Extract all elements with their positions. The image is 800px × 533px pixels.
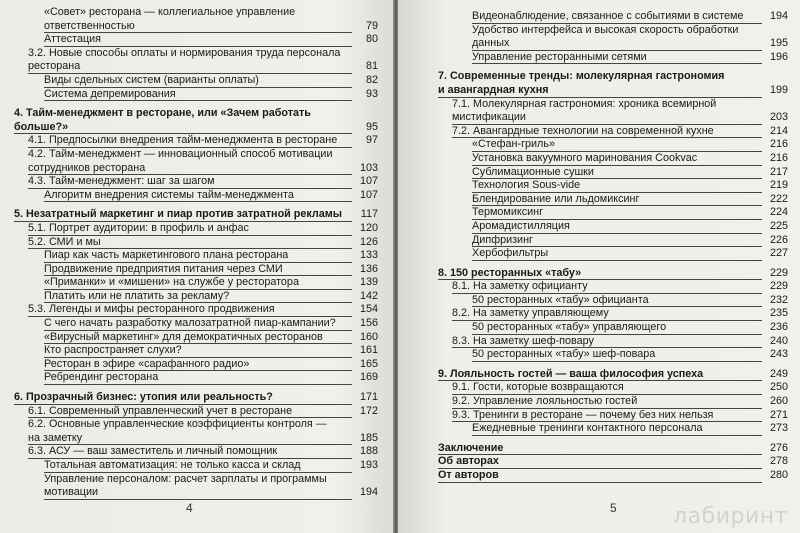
toc-entry-page: 280 bbox=[769, 469, 788, 481]
toc-entry[interactable] bbox=[14, 317, 378, 331]
toc-entry[interactable] bbox=[438, 220, 788, 234]
toc-entry-title: 8. 150 ресторанных «табу» bbox=[438, 266, 582, 279]
toc-entry-title: 5. Незатратный маркетинг и пиар против затратной рекламы bbox=[14, 208, 343, 221]
toc-entry-page: 194 bbox=[359, 486, 378, 499]
toc-entry-title: Управление персоналом: расчет зарплаты и программы bbox=[44, 472, 327, 485]
toc-entry-title: 50 ресторанных «табу» официанта bbox=[472, 293, 649, 306]
toc-entry-title: Пиар как часть маркетингового плана ресторана bbox=[44, 249, 289, 262]
toc-entry-title: 9.3. Тренинги в ресторане — почему без них нельзя bbox=[452, 408, 714, 421]
toc-entry-page: 276 bbox=[769, 441, 788, 454]
toc-entry-title: «Стефан-гриль» bbox=[472, 138, 555, 151]
toc-entry[interactable] bbox=[438, 125, 788, 139]
toc-entry-title: Ежедневные тренинги контактного персонала bbox=[472, 422, 703, 435]
toc-entry-page: 136 bbox=[359, 262, 378, 275]
toc-entry-page: 226 bbox=[769, 233, 788, 246]
toc-entry-page: 216 bbox=[769, 151, 788, 164]
toc-entry[interactable] bbox=[14, 486, 378, 500]
toc-entry-page: 126 bbox=[359, 235, 378, 248]
toc-entry-page: 107 bbox=[359, 175, 378, 188]
toc-entry-page: 229 bbox=[769, 266, 788, 279]
toc-entry-page: 194 bbox=[769, 10, 788, 22]
toc-entry[interactable] bbox=[14, 162, 378, 176]
toc-entry-page: 217 bbox=[769, 165, 788, 178]
toc-entry[interactable] bbox=[438, 234, 788, 248]
toc-entry-title: 4. Тайм-менеджмент в ресторане, или «Зачем работать больше?» bbox=[14, 107, 311, 133]
toc-entry-page: 79 bbox=[365, 19, 378, 32]
toc-entry[interactable] bbox=[438, 24, 788, 51]
toc-entry-title: 4.2. Тайм-менеджмент — инновационный способ мотивации bbox=[28, 147, 333, 160]
toc-entry[interactable] bbox=[438, 111, 788, 125]
toc-entry[interactable] bbox=[438, 335, 788, 349]
watermark-logo bbox=[673, 504, 788, 529]
toc-entry-page: 214 bbox=[769, 124, 788, 137]
toc-entry-page: 165 bbox=[359, 357, 378, 370]
toc-entry-title: 3.2. Новые способы оплаты и нормирования труда персонала bbox=[28, 46, 341, 59]
toc-entry-title: Термомиксинг bbox=[472, 206, 544, 219]
toc-entry-title: Алгоритм внедрения системы тайм-менеджмента bbox=[44, 188, 294, 201]
toc-entry-page: 82 bbox=[365, 73, 378, 86]
toc-entry[interactable] bbox=[14, 134, 378, 148]
toc-entry-title: 5.2. СМИ и мы bbox=[28, 235, 101, 248]
toc-entry-page: 227 bbox=[769, 247, 788, 260]
toc-entry-page: 185 bbox=[359, 431, 378, 444]
toc-entry[interactable] bbox=[14, 344, 378, 358]
toc-entry-title: Управление ресторанными сетями bbox=[472, 50, 647, 63]
toc-entry-page: 236 bbox=[769, 321, 788, 334]
toc-entry-title: 5.1. Портрет аудитории: в профиль и анфас bbox=[28, 221, 249, 234]
toc-entry-page: 240 bbox=[769, 334, 788, 347]
toc-entry-title: и авангардная кухня bbox=[438, 83, 549, 96]
toc-entry-page: 117 bbox=[360, 208, 378, 221]
toc-entry-title: 7.2. Авангардные технологии на современной кухне bbox=[452, 124, 714, 137]
toc-entry[interactable] bbox=[14, 249, 378, 263]
toc-entry[interactable] bbox=[14, 148, 378, 162]
toc-entry-title: 6.2. Основные управленческие коэффициенты контроля — bbox=[28, 418, 327, 431]
toc-right bbox=[438, 10, 788, 483]
toc-entry-title: 4.3. Тайм-менеджмент: шаг за шагом bbox=[28, 175, 215, 188]
toc-entry-title: сотрудников ресторана bbox=[28, 161, 146, 174]
toc-entry[interactable] bbox=[14, 20, 378, 34]
toc-entry[interactable] bbox=[438, 455, 788, 469]
toc-entry-title: Об авторах bbox=[438, 455, 499, 468]
toc-entry[interactable] bbox=[14, 175, 378, 189]
left-page bbox=[0, 0, 394, 533]
toc-entry[interactable] bbox=[14, 290, 378, 304]
toc-entry-page: 156 bbox=[359, 317, 378, 330]
toc-entry-title: Аромадистилляция bbox=[472, 219, 570, 232]
page-number-right: 5 bbox=[610, 501, 617, 515]
toc-entry[interactable] bbox=[438, 10, 788, 24]
toc-entry[interactable] bbox=[438, 138, 788, 152]
toc-entry[interactable] bbox=[14, 391, 378, 405]
toc-entry-page: 160 bbox=[359, 330, 378, 343]
toc-entry-page: 139 bbox=[359, 276, 378, 289]
toc-entry[interactable] bbox=[438, 152, 788, 166]
toc-entry-page: 161 bbox=[359, 344, 378, 357]
toc-entry-title: С чего начать разработку малозатратной пиар-кампании? bbox=[44, 317, 336, 330]
toc-entry[interactable] bbox=[438, 70, 788, 84]
toc-entry-page: 120 bbox=[359, 221, 378, 234]
toc-entry-title: 9.2. Управление лояльностью гостей bbox=[452, 395, 638, 408]
toc-entry-title: 4.1. Предпосылки внедрения тайм-менеджмента в ресторане bbox=[28, 134, 338, 147]
toc-entry-title: От авторов bbox=[438, 469, 499, 481]
toc-entry[interactable] bbox=[438, 442, 788, 456]
toc-entry-title: 8.2. На заметку управляющему bbox=[452, 307, 609, 320]
toc-entry-title: ответственностью bbox=[44, 19, 135, 32]
toc-entry[interactable] bbox=[14, 331, 378, 345]
toc-entry-title: Ресторан в эфире «сарафанного радио» bbox=[44, 357, 250, 370]
toc-entry-title: 50 ресторанных «табу» шеф-повара bbox=[472, 348, 656, 361]
toc-entry-title: Аттестация bbox=[44, 33, 102, 46]
toc-entry-title: ресторана bbox=[28, 60, 81, 73]
toc-entry[interactable] bbox=[14, 371, 378, 385]
toc-entry-page: 93 bbox=[365, 87, 378, 100]
toc-entry-page: 80 bbox=[365, 33, 378, 46]
toc-entry[interactable] bbox=[438, 166, 788, 180]
toc-entry-page: 219 bbox=[769, 179, 788, 192]
toc-entry-title: 8.1. На заметку официанту bbox=[452, 280, 588, 293]
toc-entry[interactable] bbox=[14, 445, 378, 459]
toc-entry-page: 142 bbox=[359, 289, 378, 302]
toc-entry-page: 196 bbox=[769, 50, 788, 63]
toc-entry-title: Хербофильтры bbox=[472, 247, 549, 260]
toc-entry-page: 273 bbox=[769, 422, 788, 435]
toc-entry-title: 6.3. АСУ — ваш заместитель и личный помощник bbox=[28, 445, 278, 458]
toc-entry[interactable] bbox=[438, 193, 788, 207]
page-number-left: 4 bbox=[186, 501, 193, 515]
toc-entry-page: 250 bbox=[769, 381, 788, 394]
toc-entry[interactable] bbox=[438, 368, 788, 382]
right-page bbox=[398, 0, 800, 533]
toc-entry-title: 50 ресторанных «табу» управляющего bbox=[472, 321, 667, 334]
toc-entry-title: «Совет» ресторана — коллегиальное управление bbox=[44, 6, 296, 18]
toc-entry-title: Кто распространяет слухи? bbox=[44, 344, 182, 357]
toc-entry[interactable] bbox=[438, 206, 788, 220]
toc-entry-page: 224 bbox=[769, 206, 788, 219]
toc-entry-page: 169 bbox=[359, 371, 378, 384]
toc-entry[interactable] bbox=[14, 432, 378, 446]
toc-entry-page: 249 bbox=[769, 367, 788, 380]
toc-entry-title: мотивации bbox=[44, 486, 99, 499]
toc-entry-title: «Вирусный маркетинг» для демократичных ресторанов bbox=[44, 330, 323, 343]
toc-entry-title: Установка вакуумного маринования Cookvac bbox=[472, 151, 698, 164]
toc-entry-page: 271 bbox=[769, 408, 788, 421]
toc-entry-page: 235 bbox=[769, 307, 788, 320]
toc-entry-page: 203 bbox=[769, 111, 788, 124]
toc-entry-page: 193 bbox=[359, 459, 378, 471]
toc-entry[interactable] bbox=[438, 307, 788, 321]
toc-entry[interactable] bbox=[14, 88, 378, 102]
toc-entry-page: 225 bbox=[769, 219, 788, 232]
toc-entry[interactable] bbox=[14, 358, 378, 372]
toc-entry[interactable] bbox=[438, 469, 788, 483]
toc-entry[interactable] bbox=[438, 409, 788, 423]
toc-entry-title: Продвижение предприятия питания через СМИ bbox=[44, 262, 283, 275]
toc-entry-page: 260 bbox=[769, 395, 788, 408]
toc-entry-page: 195 bbox=[769, 37, 788, 50]
toc-entry-title: 6.1. Современный управленческий учет в ресторане bbox=[28, 404, 293, 417]
toc-entry-page: 154 bbox=[359, 303, 378, 316]
toc-entry[interactable] bbox=[14, 263, 378, 277]
toc-entry[interactable] bbox=[14, 405, 378, 419]
toc-entry-title: «Приманки» и «мишени» на службе у ресторатора bbox=[44, 276, 299, 289]
toc-entry-title: Ребрендинг ресторана bbox=[44, 371, 159, 384]
toc-entry[interactable] bbox=[14, 74, 378, 88]
toc-entry[interactable] bbox=[14, 189, 378, 203]
toc-entry-title: Удобство интерфейса и высокая скорость обработки данных bbox=[472, 23, 739, 50]
toc-entry-page: 199 bbox=[769, 83, 788, 96]
toc-entry[interactable] bbox=[438, 179, 788, 193]
toc-entry-page: 216 bbox=[769, 138, 788, 151]
toc-entry-title: 8.3. На заметку шеф-повару bbox=[452, 334, 594, 347]
toc-entry-title: Блендирование или льдомиксинг bbox=[472, 192, 640, 205]
toc-entry[interactable] bbox=[14, 107, 378, 134]
toc-entry[interactable] bbox=[438, 247, 788, 261]
toc-entry[interactable] bbox=[14, 208, 378, 222]
toc-entry[interactable] bbox=[14, 418, 378, 432]
toc-entry[interactable] bbox=[438, 98, 788, 112]
toc-entry[interactable] bbox=[14, 236, 378, 250]
toc-entry[interactable] bbox=[14, 47, 378, 61]
toc-entry[interactable] bbox=[438, 84, 788, 98]
toc-entry[interactable] bbox=[438, 321, 788, 335]
toc-entry[interactable] bbox=[14, 222, 378, 236]
toc-entry-page: 107 bbox=[359, 188, 378, 201]
toc-entry[interactable] bbox=[14, 6, 378, 20]
toc-entry[interactable] bbox=[14, 276, 378, 290]
toc-entry-page: 81 bbox=[365, 60, 378, 73]
toc-entry-page: 97 bbox=[365, 134, 378, 147]
toc-entry-title: мистификации bbox=[452, 111, 526, 124]
toc-entry[interactable] bbox=[438, 395, 788, 409]
toc-entry[interactable] bbox=[438, 267, 788, 281]
toc-entry-page: 222 bbox=[769, 192, 788, 205]
toc-entry-page: 95 bbox=[365, 120, 378, 133]
toc-entry-title: Дипфризинг bbox=[472, 233, 533, 246]
toc-entry-title: 5.3. Легенды и мифы ресторанного продвижения bbox=[28, 303, 275, 316]
toc-entry[interactable] bbox=[438, 51, 788, 65]
toc-left bbox=[14, 6, 378, 500]
toc-entry[interactable] bbox=[438, 294, 788, 308]
toc-entry-title: на заметку bbox=[28, 431, 83, 444]
toc-entry-title: Технология Sous-vide bbox=[472, 179, 581, 192]
toc-entry-page: 229 bbox=[769, 280, 788, 293]
toc-entry-page: 243 bbox=[769, 348, 788, 361]
toc-entry-page: 171 bbox=[359, 391, 378, 404]
toc-entry-title: Заключение bbox=[438, 441, 504, 454]
toc-entry-title: Система депремирования bbox=[44, 87, 176, 100]
toc-entry[interactable] bbox=[14, 33, 378, 47]
toc-entry-title: Видеонаблюдение, связанное с событиями в системе bbox=[472, 10, 744, 22]
toc-entry[interactable] bbox=[14, 60, 378, 74]
toc-entry[interactable] bbox=[14, 459, 378, 473]
toc-entry-title: 9.1. Гости, которые возвращаются bbox=[452, 381, 624, 394]
toc-entry-page: 232 bbox=[769, 293, 788, 306]
toc-entry[interactable] bbox=[438, 422, 788, 436]
toc-entry-title: 7. Современные тренды: молекулярная гастрономия bbox=[438, 70, 725, 83]
toc-entry[interactable] bbox=[14, 303, 378, 317]
toc-entry-title: Виды сдельных систем (варианты оплаты) bbox=[44, 73, 259, 86]
toc-entry-page: 133 bbox=[359, 249, 378, 262]
toc-entry-page: 172 bbox=[359, 404, 378, 417]
toc-entry-title: 7.1. Молекулярная гастрономия: хроника всемирной bbox=[452, 97, 717, 110]
toc-entry[interactable] bbox=[438, 280, 788, 294]
toc-entry[interactable] bbox=[438, 348, 788, 362]
toc-entry-page: 278 bbox=[769, 455, 788, 468]
toc-entry-page: 188 bbox=[359, 445, 378, 458]
toc-entry-title: Тотальная автоматизация: не только касса и склад bbox=[44, 459, 301, 471]
toc-entry-title: Сублимационные сушки bbox=[472, 165, 594, 178]
toc-entry-page: 103 bbox=[359, 161, 378, 174]
toc-entry-title: 9. Лояльность гостей — ваша философия успеха bbox=[438, 367, 704, 380]
watermark-text: лабиринт bbox=[673, 504, 788, 529]
toc-entry[interactable] bbox=[438, 381, 788, 395]
toc-entry[interactable] bbox=[14, 473, 378, 487]
toc-entry-title: Платить или не платить за рекламу? bbox=[44, 289, 230, 302]
toc-entry-title: 6. Прозрачный бизнес: утопия или реальность? bbox=[14, 391, 273, 404]
